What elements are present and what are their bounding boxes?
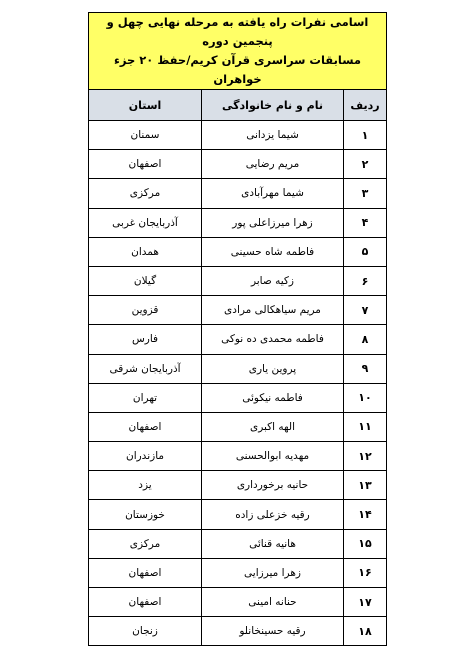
province-name: مرکزی	[89, 529, 202, 558]
row-number: ۲	[344, 150, 387, 179]
table-row	[89, 325, 387, 354]
title-line-2: مسابقات سراسری قرآن کریم/حفظ ۲۰ جزء خواهران	[113, 53, 362, 86]
person-name: رقیه حسینخانلو	[202, 617, 344, 646]
row-number: ۱۶	[344, 558, 387, 587]
row-number: ۳	[344, 179, 387, 208]
results-sheet	[88, 12, 386, 646]
table-row	[89, 529, 387, 558]
row-number: ۱۵	[344, 529, 387, 558]
province-name: مرکزی	[89, 179, 202, 208]
table-row	[89, 558, 387, 587]
province-name: تهران	[89, 383, 202, 412]
row-number: ۵	[344, 237, 387, 266]
header-row	[89, 90, 387, 121]
finalists-table	[88, 12, 387, 646]
person-name: زهرا میرزاعلی پور	[202, 208, 344, 237]
person-name: مریم رضایی	[202, 150, 344, 179]
row-number: ۶	[344, 266, 387, 295]
table-row	[89, 150, 387, 179]
row-number: ۱۲	[344, 442, 387, 471]
row-number: ۱۳	[344, 471, 387, 500]
column-header-province: استان	[89, 90, 202, 121]
column-header-num: ردیف	[344, 90, 387, 121]
province-name: همدان	[89, 237, 202, 266]
person-name: رقیه خزعلی زاده	[202, 500, 344, 529]
table-row	[89, 617, 387, 646]
province-name: مازندران	[89, 442, 202, 471]
row-number: ۱۰	[344, 383, 387, 412]
province-name: یزد	[89, 471, 202, 500]
person-name: زکیه صابر	[202, 266, 344, 295]
row-number: ۱۸	[344, 617, 387, 646]
province-name: قزوین	[89, 296, 202, 325]
province-name: سمنان	[89, 121, 202, 150]
table-row	[89, 296, 387, 325]
person-name: مریم سیاهکالی مرادی	[202, 296, 344, 325]
person-name: شیما مهرآبادی	[202, 179, 344, 208]
table-row	[89, 266, 387, 295]
table-row	[89, 354, 387, 383]
province-name: آذربایجان غربی	[89, 208, 202, 237]
province-name: فارس	[89, 325, 202, 354]
person-name: پروین یاری	[202, 354, 344, 383]
table-row	[89, 179, 387, 208]
table-row	[89, 500, 387, 529]
table-row	[89, 383, 387, 412]
table-row	[89, 208, 387, 237]
row-number: ۹	[344, 354, 387, 383]
province-name: اصفهان	[89, 588, 202, 617]
person-name: زهرا میرزایی	[202, 558, 344, 587]
person-name: مهدیه ابوالحسنی	[202, 442, 344, 471]
person-name: شیما یزدانی	[202, 121, 344, 150]
row-number: ۸	[344, 325, 387, 354]
row-number: ۱۷	[344, 588, 387, 617]
person-name: حنانه امینی	[202, 588, 344, 617]
person-name: الهه اکبری	[202, 412, 344, 441]
person-name: فاطمه محمدی ده نوکی	[202, 325, 344, 354]
province-name: اصفهان	[89, 558, 202, 587]
row-number: ۱۴	[344, 500, 387, 529]
person-name: فاطمه شاه حسینی	[202, 237, 344, 266]
person-name: هانیه قنائی	[202, 529, 344, 558]
person-name: حانیه برخورداری	[202, 471, 344, 500]
title-line-1: اسامی نفرات راه یافته به مرحله نهایی چهل و پنجمین دوره	[106, 15, 369, 48]
province-name: اصفهان	[89, 412, 202, 441]
table-row	[89, 121, 387, 150]
table-row	[89, 471, 387, 500]
table-row	[89, 442, 387, 471]
column-header-name: نام و نام خانوادگی	[202, 90, 344, 121]
row-number: ۴	[344, 208, 387, 237]
province-name: خوزستان	[89, 500, 202, 529]
row-number: ۷	[344, 296, 387, 325]
title-row	[89, 13, 387, 90]
table-row	[89, 412, 387, 441]
table-row	[89, 588, 387, 617]
row-number: ۱	[344, 121, 387, 150]
province-name: آذربایجان شرقی	[89, 354, 202, 383]
table-title	[89, 13, 387, 90]
person-name: فاطمه نیکوئی	[202, 383, 344, 412]
province-name: گیلان	[89, 266, 202, 295]
table-row	[89, 237, 387, 266]
province-name: زنجان	[89, 617, 202, 646]
row-number: ۱۱	[344, 412, 387, 441]
province-name: اصفهان	[89, 150, 202, 179]
